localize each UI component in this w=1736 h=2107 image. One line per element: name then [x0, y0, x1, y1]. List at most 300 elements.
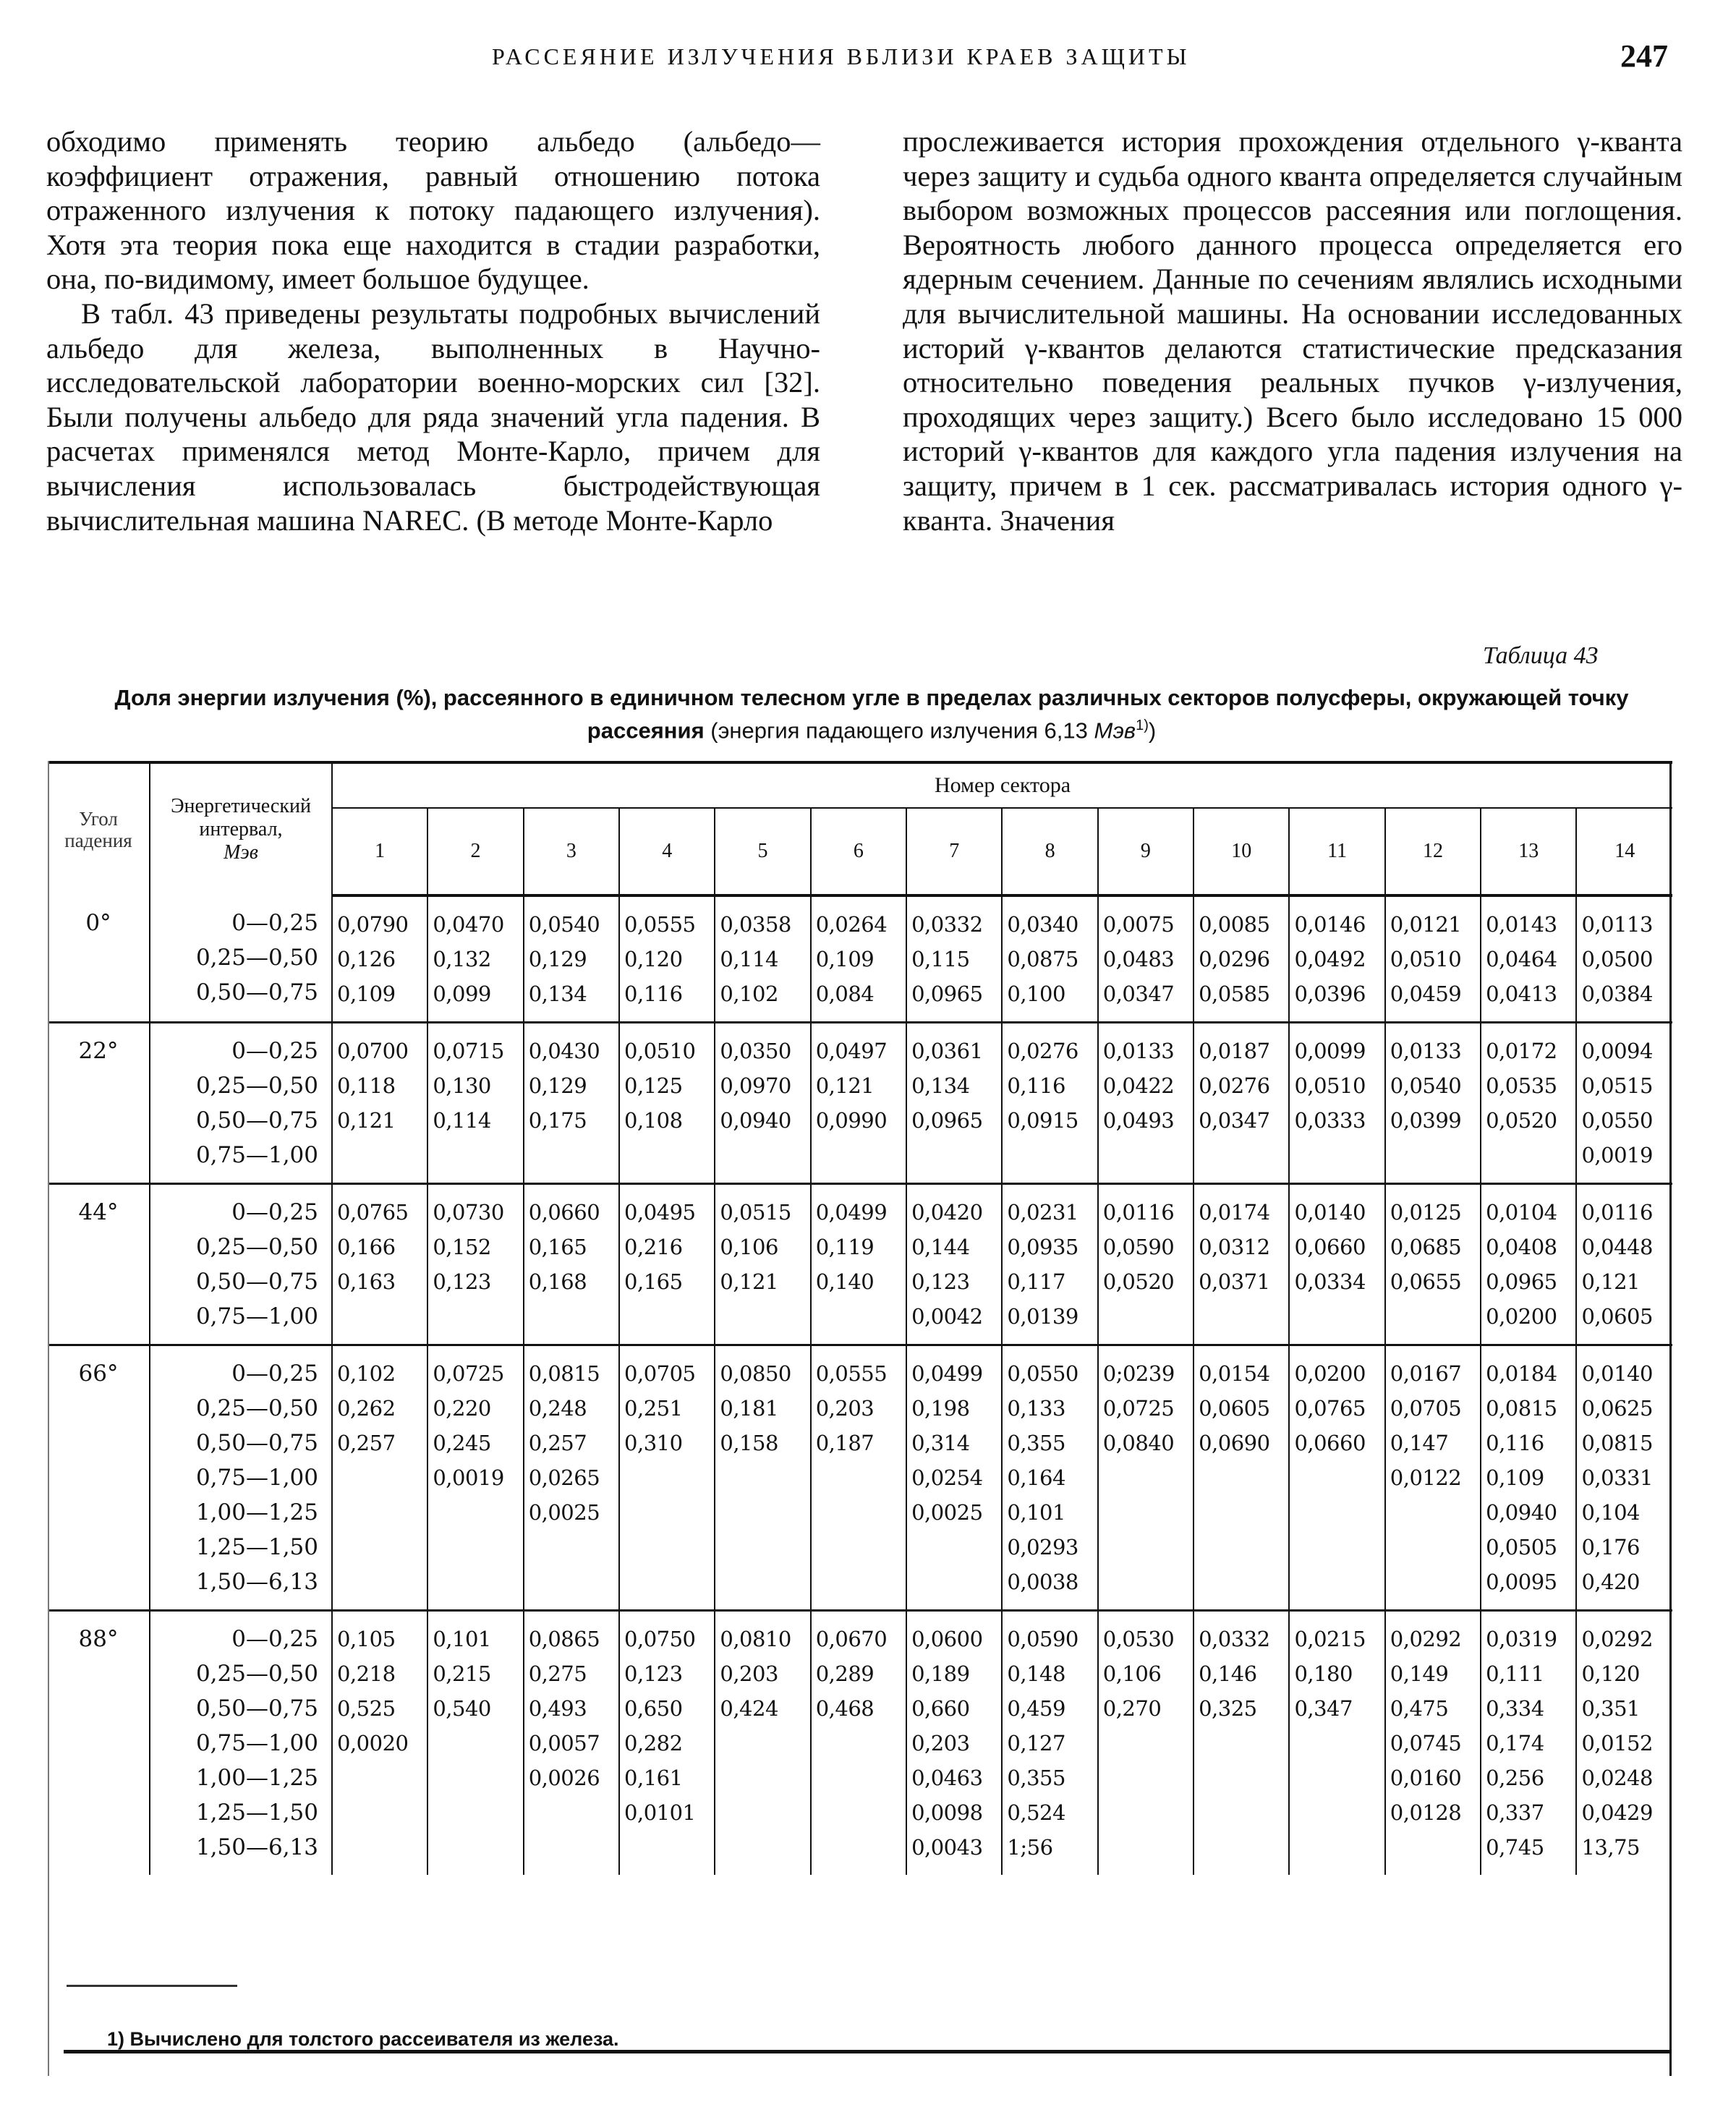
angle-value: 22°: [78, 1038, 119, 1064]
table-row: [48, 1184, 1672, 1345]
cell-value: 0,289: [815, 1661, 875, 1686]
cell-value: 0,084: [815, 982, 875, 1006]
cell-value: 0,0745: [1390, 1731, 1462, 1755]
cell-value: 0,0396: [1294, 982, 1366, 1006]
cell-value: 0,0099: [1294, 1039, 1366, 1063]
cell-value: 0,0098: [911, 1800, 983, 1825]
cell-value: 0,0231: [1007, 1200, 1078, 1225]
cell-value: 0,203: [911, 1731, 970, 1755]
energy-interval: 0,75—1,00: [195, 1142, 318, 1168]
cell-value: 0,115: [911, 947, 970, 971]
cell-value: 0,0705: [1390, 1396, 1462, 1421]
cell-value: 0,176: [1581, 1535, 1640, 1559]
sector-11-cell: [1289, 1611, 1384, 1876]
sector-10-cell: [1194, 1184, 1289, 1345]
header-sector-8: 8: [1002, 808, 1097, 895]
cell-value: 0,0605: [1581, 1304, 1653, 1329]
sector-4-cell: [619, 895, 715, 1023]
header-energy: [150, 762, 332, 895]
cell-value: 0,420: [1581, 1570, 1640, 1594]
cell-value: 0,251: [624, 1396, 683, 1421]
cell-value: 0,0265: [528, 1465, 600, 1490]
table-row: [48, 1023, 1672, 1184]
header-sector-9: 9: [1098, 808, 1194, 895]
sector-5-cell: [715, 1345, 810, 1611]
cell-value: 0,0347: [1199, 1108, 1270, 1133]
cell-value: 0,0121: [1390, 912, 1462, 937]
cell-value: 0,0840: [1102, 1431, 1175, 1455]
energy-interval: 0—0,25: [231, 1361, 318, 1387]
cell-value: 0,0187: [1199, 1039, 1270, 1063]
angle-group: [48, 1611, 1672, 1876]
cell-value: 0,0184: [1486, 1361, 1557, 1386]
sector-8-cell: [1002, 1345, 1097, 1611]
sector-9-cell: [1098, 1023, 1194, 1184]
sector-4-cell: [619, 1611, 715, 1876]
cell-value: 0,0043: [911, 1835, 983, 1860]
left-column: [46, 124, 820, 537]
header-sector-3: 3: [524, 808, 619, 895]
cell-value: 0,111: [1486, 1661, 1544, 1686]
cell-value: 0,257: [337, 1431, 396, 1455]
cell-value: 0,0660: [1294, 1431, 1366, 1455]
angle-group: [48, 1184, 1672, 1345]
sector-1-cell: [332, 895, 427, 1023]
sector-10-cell: [1194, 1611, 1289, 1876]
cell-value: 0,325: [1199, 1696, 1257, 1721]
cell-value: 0,0510: [1390, 947, 1462, 971]
sector-1-cell: [332, 1611, 427, 1876]
cell-value: 0,0276: [1007, 1039, 1078, 1063]
cell-value: 0,424: [720, 1696, 778, 1721]
energy-interval: 1,50—6,13: [195, 1569, 318, 1595]
cell-value: 0,745: [1486, 1835, 1544, 1860]
energy-interval: 0,75—1,00: [195, 1465, 318, 1491]
cell-value: 0,123: [624, 1661, 683, 1686]
energy-interval: 0,25—0,50: [195, 1661, 318, 1687]
cell-value: 0,0500: [1581, 947, 1653, 971]
cell-value: 0,524: [1007, 1800, 1065, 1825]
cell-value: 0,0094: [1581, 1039, 1653, 1063]
cell-value: 0,314: [911, 1431, 970, 1455]
cell-value: 0,0499: [815, 1200, 888, 1225]
sector-12-cell: [1385, 1184, 1481, 1345]
cell-value: 0,0540: [1390, 1073, 1462, 1098]
header-angle: Угол падения: [48, 762, 150, 895]
cell-value: 0,0535: [1486, 1073, 1557, 1098]
cell-value: 0,0026: [528, 1766, 600, 1790]
cell-value: 0,0172: [1486, 1039, 1557, 1063]
cell-value: 0,144: [911, 1235, 970, 1259]
sector-13-cell: [1481, 1345, 1576, 1611]
cell-value: 0,0497: [815, 1039, 888, 1063]
cell-value: 0,0660: [528, 1200, 600, 1225]
cell-value: 0,355: [1007, 1766, 1065, 1790]
cell-value: 0,130: [433, 1073, 491, 1098]
sector-4-cell: [619, 1345, 715, 1611]
cell-value: 0,102: [720, 982, 778, 1006]
sector-3-cell: [524, 1345, 619, 1611]
cell-value: 0,129: [528, 947, 587, 971]
cell-value: 0,0312: [1199, 1235, 1270, 1259]
cell-value: 0,102: [337, 1361, 396, 1386]
cell-value: 0,0116: [1581, 1200, 1653, 1225]
cell-value: 0,0057: [528, 1731, 600, 1755]
cell-value: 0,216: [624, 1235, 683, 1259]
energy-interval: 1,00—1,25: [195, 1499, 318, 1525]
caption-footnote-ref: 1): [1136, 718, 1149, 733]
cell-value: 0,118: [337, 1073, 396, 1098]
energy-cell: [150, 1184, 332, 1345]
sector-14-cell: [1576, 1345, 1672, 1611]
cell-value: 0,120: [1581, 1661, 1640, 1686]
cell-value: 0,248: [528, 1396, 587, 1421]
cell-value: 0,0095: [1486, 1570, 1557, 1594]
angle-value: 88°: [78, 1626, 119, 1652]
cell-value: 0,114: [720, 947, 778, 971]
cell-value: 13,75: [1581, 1835, 1640, 1860]
sector-6-cell: [811, 1184, 906, 1345]
sector-4-cell: [619, 1184, 715, 1345]
cell-value: 0,203: [720, 1661, 778, 1686]
cell-value: 0,218: [337, 1661, 396, 1686]
footnote: 1) Вычислено для толстого рассеивателя из железа.: [107, 2028, 619, 2050]
cell-value: 0,148: [1007, 1661, 1065, 1686]
sector-9-cell: [1098, 1184, 1194, 1345]
angle-group: [48, 895, 1672, 1023]
cell-value: 0,0715: [433, 1039, 504, 1063]
cell-value: 0,0276: [1199, 1073, 1270, 1098]
cell-value: 0,475: [1390, 1696, 1449, 1721]
sector-4-cell: [619, 1023, 715, 1184]
header-sector-5: 5: [715, 808, 810, 895]
cell-value: 0,650: [624, 1696, 683, 1721]
cell-value: 0,0174: [1199, 1200, 1270, 1225]
table-label: Таблица 43: [1483, 642, 1599, 669]
table-bottom-rule: [64, 2050, 1671, 2053]
cell-value: 0,0143: [1486, 912, 1557, 937]
sector-5-cell: [715, 1611, 810, 1876]
cell-value: 0,0540: [528, 912, 600, 937]
sector-11-cell: [1289, 895, 1384, 1023]
cell-value: 0,0025: [911, 1500, 983, 1525]
table-caption: [87, 684, 1656, 744]
cell-value: 0,0463: [911, 1766, 983, 1790]
cell-value: 0,0725: [1102, 1396, 1175, 1421]
cell-value: 0,203: [815, 1396, 875, 1421]
sector-5-cell: [715, 1184, 810, 1345]
energy-interval: 0,50—0,75: [195, 1107, 318, 1133]
cell-value: 0,134: [528, 982, 587, 1006]
cell-value: 0,0350: [720, 1039, 791, 1063]
cell-value: 0,0520: [1102, 1269, 1175, 1294]
cell-value: 0,121: [720, 1269, 778, 1294]
cell-value: 0,0815: [1581, 1431, 1653, 1455]
cell-value: 0,0361: [911, 1039, 983, 1063]
cell-value: 0,166: [337, 1235, 396, 1259]
cell-value: 0,215: [433, 1661, 491, 1686]
cell-value: 0,256: [1486, 1766, 1544, 1790]
cell-value: 0,0492: [1294, 947, 1366, 971]
energy-cell: [150, 1611, 332, 1876]
cell-value: 0,0333: [1294, 1108, 1366, 1133]
cell-value: 0,0765: [337, 1200, 409, 1225]
cell-value: 0,0625: [1581, 1396, 1653, 1421]
angle-cell: [48, 1023, 150, 1184]
cell-value: 0,351: [1581, 1696, 1640, 1721]
cell-value: 0,0725: [433, 1361, 504, 1386]
energy-interval: 0—0,25: [231, 1199, 318, 1225]
cell-value: 0,0790: [337, 912, 409, 937]
cell-value: 0,0319: [1486, 1627, 1557, 1651]
energy-interval: 0,25—0,50: [195, 1073, 318, 1099]
sector-9-cell: [1098, 895, 1194, 1023]
cell-value: 0,0685: [1390, 1235, 1462, 1259]
sector-2-cell: [427, 1345, 523, 1611]
sector-8-cell: [1002, 1184, 1097, 1345]
energy-interval: 0—0,25: [231, 910, 318, 936]
cell-value: 0,525: [337, 1696, 396, 1721]
cell-value: 0,262: [337, 1396, 396, 1421]
cell-value: 0,0167: [1390, 1361, 1462, 1386]
cell-value: 0,0493: [1102, 1108, 1175, 1133]
cell-value: 0,468: [815, 1696, 875, 1721]
cell-value: 0,493: [528, 1696, 587, 1721]
sector-11-cell: [1289, 1345, 1384, 1611]
cell-value: 0,0970: [720, 1073, 791, 1098]
sector-3-cell: [524, 895, 619, 1023]
cell-value: 0,0146: [1294, 912, 1366, 937]
cell-value: 0,100: [1007, 982, 1065, 1006]
cell-value: 0,101: [433, 1627, 491, 1651]
cell-value: 0,0515: [720, 1200, 791, 1225]
cell-value: 0,0935: [1007, 1235, 1078, 1259]
cell-value: 0,0296: [1199, 947, 1270, 971]
sector-12-cell: [1385, 895, 1481, 1023]
cell-value: 0,163: [337, 1269, 396, 1294]
page-number: 247: [1620, 38, 1668, 74]
cell-value: 0,0113: [1581, 912, 1653, 937]
cell-value: 0,0408: [1486, 1235, 1557, 1259]
cell-value: 0,0448: [1581, 1235, 1653, 1259]
cell-value: 0,0655: [1390, 1269, 1462, 1294]
cell-value: 0,0915: [1007, 1108, 1078, 1133]
angle-cell: [48, 895, 150, 1023]
cell-value: 0,180: [1294, 1661, 1353, 1686]
energy-interval: 1,00—1,25: [195, 1765, 318, 1791]
cell-value: 0;0239: [1102, 1361, 1175, 1386]
cell-value: 0,0038: [1007, 1570, 1078, 1594]
cell-value: 0,0025: [528, 1500, 600, 1525]
energy-cell: [150, 1345, 332, 1611]
table-row: [48, 895, 1672, 1023]
caption-unit: Мэв: [1094, 718, 1136, 744]
cell-value: 0,116: [1007, 1073, 1065, 1098]
sector-6-cell: [811, 1023, 906, 1184]
sector-9-cell: [1098, 1345, 1194, 1611]
energy-interval: 0,75—1,00: [195, 1303, 318, 1329]
angle-cell: [48, 1184, 150, 1345]
angle-group: [48, 1345, 1672, 1611]
cell-value: 0,0470: [433, 912, 504, 937]
cell-value: 0,0133: [1102, 1039, 1175, 1063]
energy-interval: 0,25—0,50: [195, 945, 318, 971]
cell-value: 0,0555: [624, 912, 696, 937]
sector-13-cell: [1481, 895, 1576, 1023]
cell-value: 0,123: [433, 1269, 491, 1294]
cell-value: 0,660: [911, 1696, 970, 1721]
cell-value: 0,0464: [1486, 947, 1557, 971]
cell-value: 0,0865: [528, 1627, 600, 1651]
sector-7-cell: [906, 1184, 1002, 1345]
data-table-wrap: [48, 761, 1672, 1875]
cell-value: 0,108: [624, 1108, 683, 1133]
cell-value: 0,0334: [1294, 1269, 1366, 1294]
cell-value: 0,459: [1007, 1696, 1065, 1721]
energy-interval: 0,25—0,50: [195, 1395, 318, 1421]
cell-value: 0,127: [1007, 1731, 1065, 1755]
cell-value: 0,165: [624, 1269, 683, 1294]
footnote-rule: [67, 1985, 237, 1987]
energy-interval: 1,25—1,50: [195, 1534, 318, 1560]
albedo-table: [48, 761, 1672, 1875]
cell-value: 0,0122: [1390, 1465, 1462, 1490]
cell-value: 0,0019: [1581, 1143, 1653, 1167]
sector-5-cell: [715, 895, 810, 1023]
cell-value: 0,0332: [911, 912, 983, 937]
cell-value: 0,0510: [1294, 1073, 1366, 1098]
cell-value: 0,0133: [1390, 1039, 1462, 1063]
sector-2-cell: [427, 895, 523, 1023]
right-column: [903, 124, 1682, 537]
sector-8-cell: [1002, 895, 1097, 1023]
sector-2-cell: [427, 1611, 523, 1876]
header-sector-12: 12: [1385, 808, 1481, 895]
energy-interval: 0,25—0,50: [195, 1234, 318, 1260]
sector-7-cell: [906, 1023, 1002, 1184]
cell-value: 0,119: [815, 1235, 875, 1259]
cell-value: 0,0292: [1390, 1627, 1462, 1651]
cell-value: 0,109: [1486, 1465, 1544, 1490]
cell-value: 0,0875: [1007, 947, 1078, 971]
paragraph: В табл. 43 приведены результаты подробных вычислений альбедо для железа, выполненных в Научно-исследовательской лаборатории военно-морских сил [32]. Были получены альбедо для ряда значений угла падения. В расчетах применялся метод Монте-Карло, причем для вычисления использовалась быстродействующая вычислительная машина NAREC. (В методе Монте-Карло: [46, 297, 820, 537]
cell-value: 0,0248: [1581, 1766, 1653, 1790]
table-right-border: [1669, 761, 1672, 2076]
cell-value: 0,104: [1581, 1500, 1640, 1525]
sector-2-cell: [427, 1184, 523, 1345]
cell-value: 0,121: [337, 1108, 396, 1133]
cell-value: 0,099: [433, 982, 491, 1006]
cell-value: 0,0965: [1486, 1269, 1557, 1294]
cell-value: 0,0420: [911, 1200, 983, 1225]
sector-3-cell: [524, 1023, 619, 1184]
cell-value: 0,129: [528, 1073, 587, 1098]
cell-value: 0,0430: [528, 1039, 600, 1063]
header-energy-unit: Мэв: [224, 841, 258, 864]
cell-value: 0,121: [815, 1073, 875, 1098]
header-sector-2: 2: [427, 808, 523, 895]
sector-2-cell: [427, 1023, 523, 1184]
cell-value: 0,0422: [1102, 1073, 1175, 1098]
energy-cell: [150, 895, 332, 1023]
cell-value: 0,0200: [1294, 1361, 1366, 1386]
cell-value: 0,0154: [1199, 1361, 1270, 1386]
header-sector-group: Номер сектора: [332, 762, 1672, 808]
header-sector-10: 10: [1194, 808, 1289, 895]
cell-value: 0,0264: [815, 912, 888, 937]
sector-7-cell: [906, 895, 1002, 1023]
cell-value: 0,347: [1294, 1696, 1353, 1721]
energy-interval: 0,75—1,00: [195, 1730, 318, 1756]
cell-value: 0,334: [1486, 1696, 1544, 1721]
cell-value: 0,0505: [1486, 1535, 1557, 1559]
energy-interval: 0,50—0,75: [195, 1695, 318, 1721]
cell-value: 0,123: [911, 1269, 970, 1294]
cell-value: 0,0116: [1102, 1200, 1175, 1225]
cell-value: 0,0585: [1199, 982, 1270, 1006]
cell-value: 0,198: [911, 1396, 970, 1421]
angle-cell: [48, 1345, 150, 1611]
sector-10-cell: [1194, 1345, 1289, 1611]
sector-14-cell: [1576, 1023, 1672, 1184]
cell-value: 0,158: [720, 1431, 778, 1455]
cell-value: 0,0510: [624, 1039, 696, 1063]
sector-3-cell: [524, 1611, 619, 1876]
cell-value: 0,0600: [911, 1627, 983, 1651]
header-sector-7: 7: [906, 808, 1002, 895]
cell-value: 0,147: [1390, 1431, 1449, 1455]
cell-value: 0,0125: [1390, 1200, 1462, 1225]
cell-value: 0,0940: [720, 1108, 791, 1133]
cell-value: 0,116: [1486, 1431, 1544, 1455]
cell-value: 0,0020: [337, 1731, 409, 1755]
cell-value: 0,275: [528, 1661, 587, 1686]
cell-value: 0,0101: [624, 1800, 696, 1825]
sector-10-cell: [1194, 895, 1289, 1023]
cell-value: 0,257: [528, 1431, 587, 1455]
sector-12-cell: [1385, 1611, 1481, 1876]
cell-value: 0,0254: [911, 1465, 983, 1490]
cell-value: 0,0690: [1199, 1431, 1270, 1455]
cell-value: 0,0515: [1581, 1073, 1653, 1098]
cell-value: 0,0940: [1486, 1500, 1557, 1525]
cell-value: 0,0384: [1581, 982, 1653, 1006]
cell-value: 0,0815: [528, 1361, 600, 1386]
cell-value: 0,106: [1102, 1661, 1162, 1686]
cell-value: 0,0750: [624, 1627, 696, 1651]
sector-11-cell: [1289, 1184, 1384, 1345]
angle-value: 0°: [85, 910, 111, 936]
cell-value: 0,0730: [433, 1200, 504, 1225]
cell-value: 0,0085: [1199, 912, 1270, 937]
energy-interval: 0,50—0,75: [195, 1269, 318, 1295]
cell-value: 0,125: [624, 1073, 683, 1098]
cell-value: 0,0140: [1294, 1200, 1366, 1225]
cell-value: 0,105: [337, 1627, 396, 1651]
cell-value: 0,0605: [1199, 1396, 1270, 1421]
cell-value: 0,109: [337, 982, 396, 1006]
cell-value: 1;56: [1007, 1835, 1053, 1860]
cell-value: 0,126: [337, 947, 396, 971]
cell-value: 0,0990: [815, 1108, 888, 1133]
cell-value: 0,120: [624, 947, 683, 971]
header-sector-13: 13: [1481, 808, 1576, 895]
header-sector-11: 11: [1289, 808, 1384, 895]
energy-interval: 1,50—6,13: [195, 1834, 318, 1860]
cell-value: 0,0555: [815, 1361, 888, 1386]
cell-value: 0,0413: [1486, 982, 1557, 1006]
caption-close: ): [1148, 718, 1157, 744]
